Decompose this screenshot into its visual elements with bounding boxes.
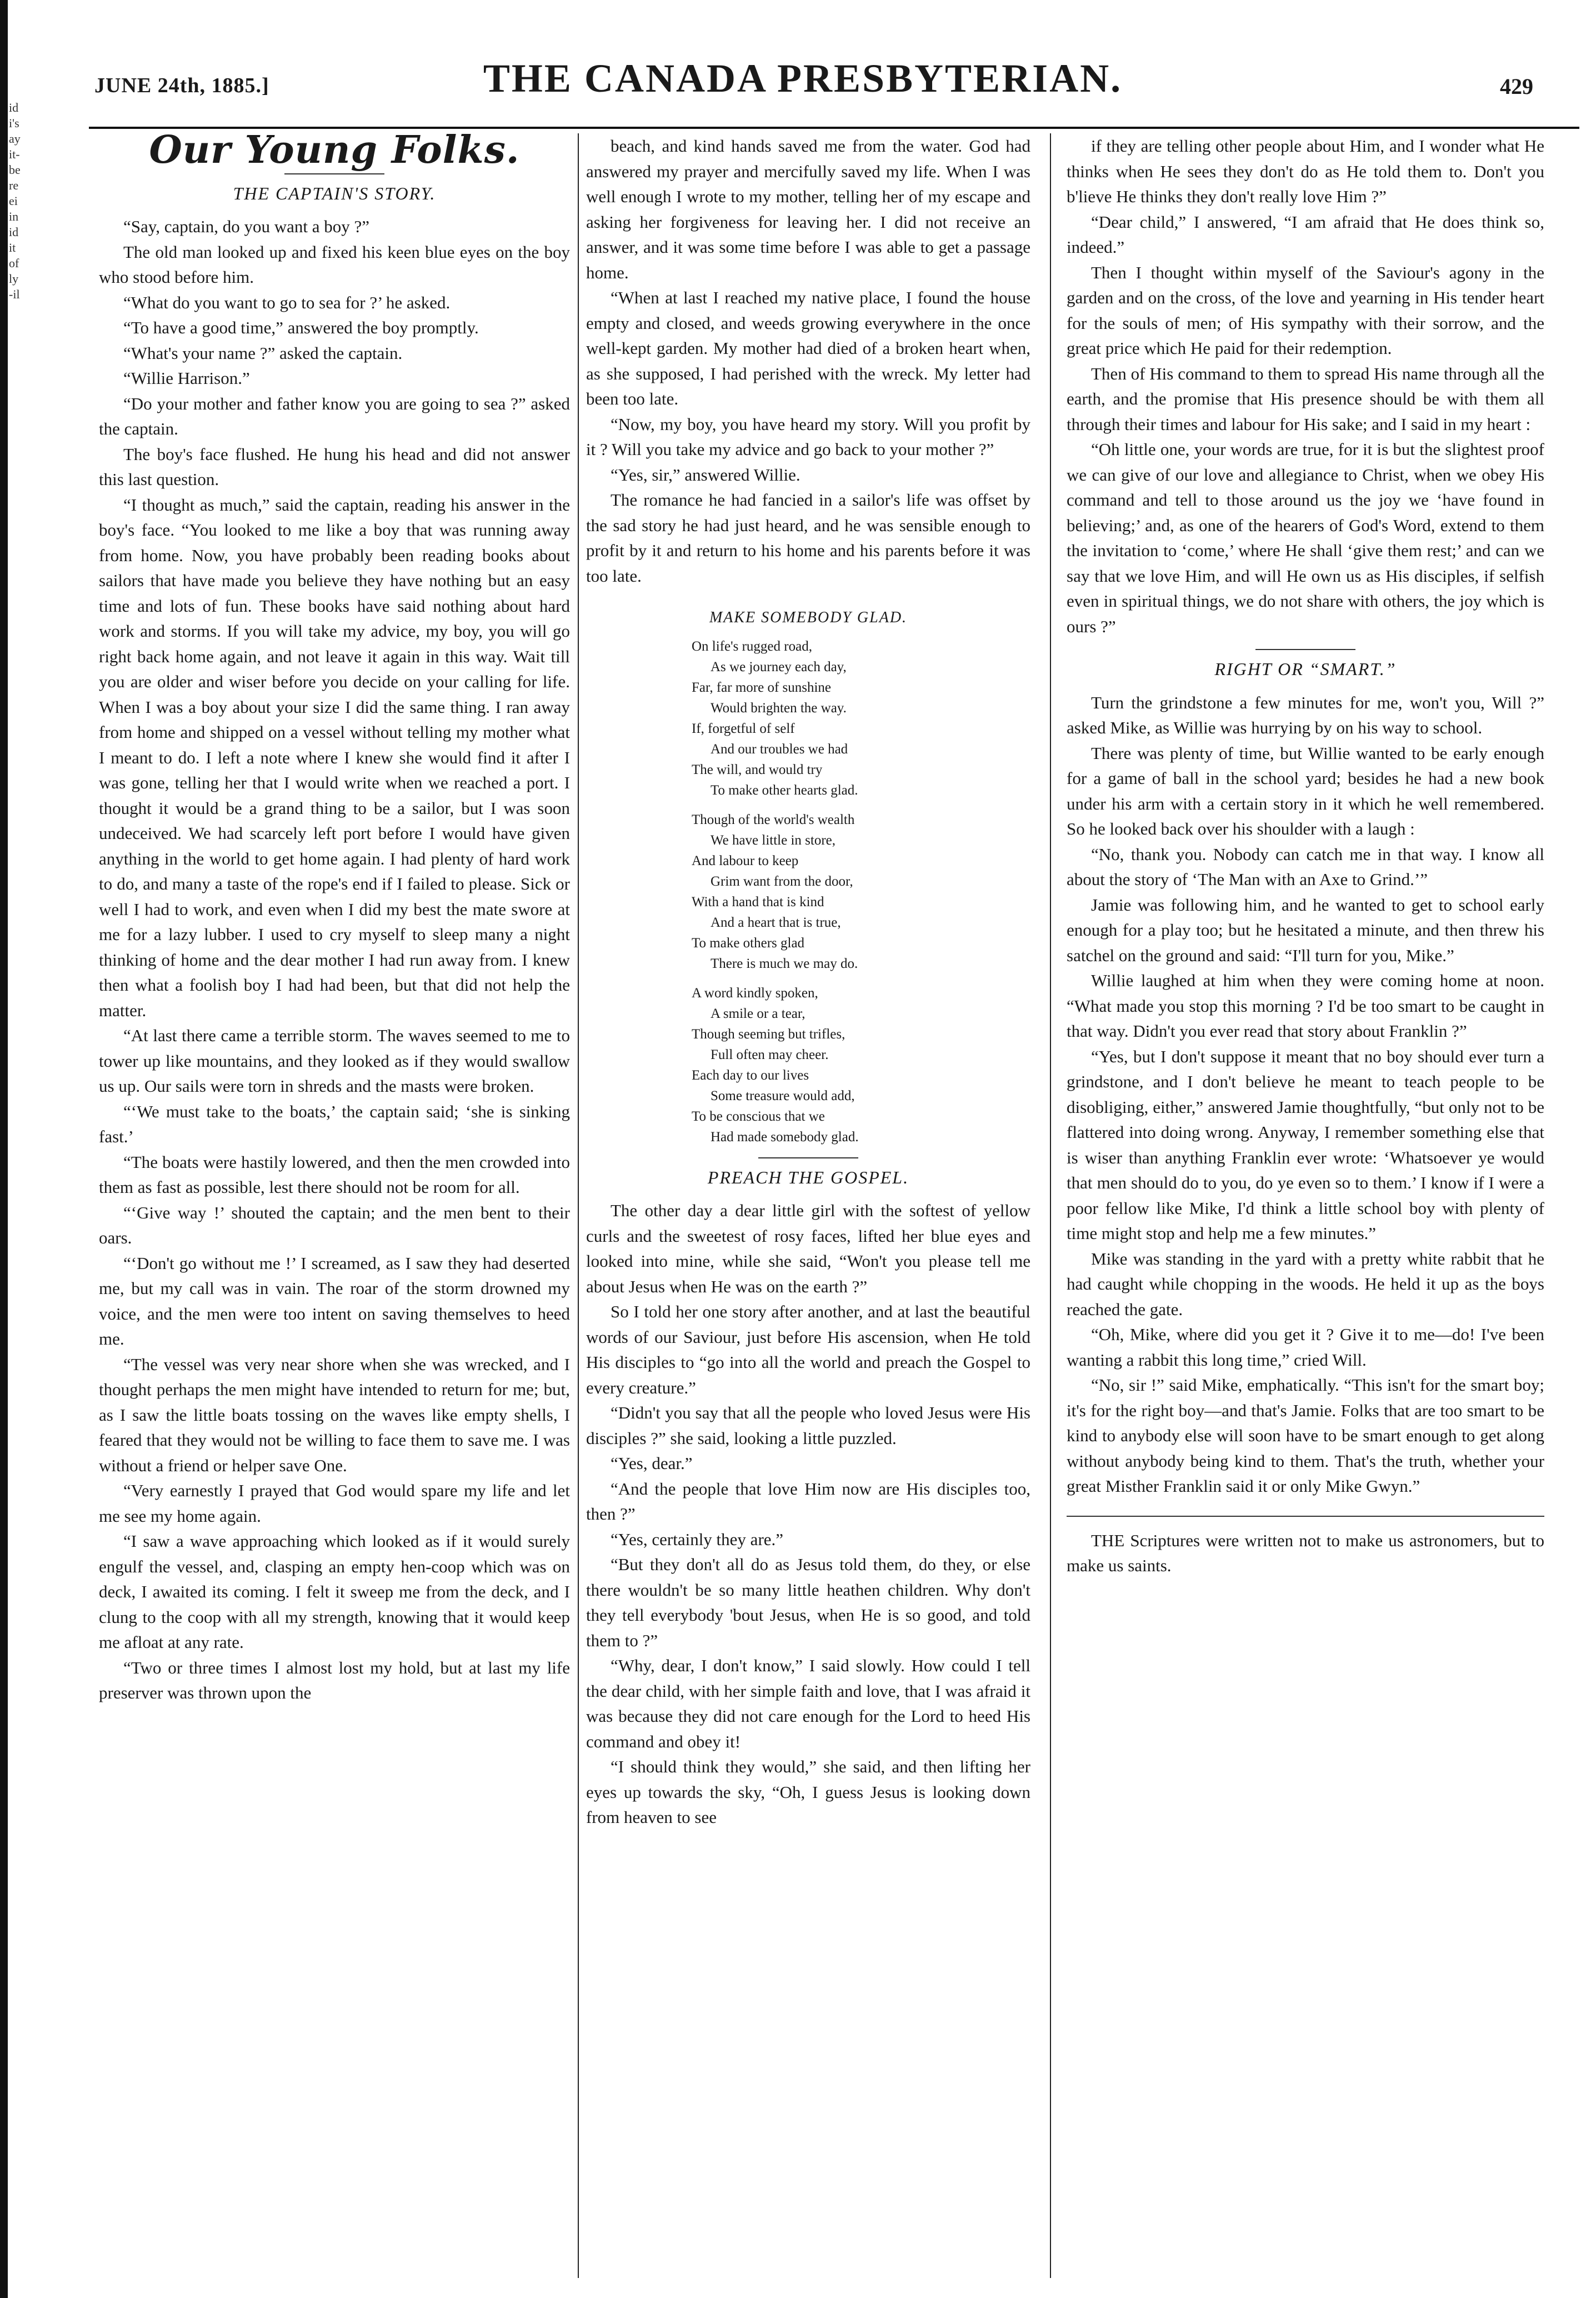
- margin-fragment: of: [9, 256, 19, 270]
- heading-rule: [284, 173, 384, 174]
- paragraph: Mike was standing in the yard with a pretty white rabbit that he had caught while chopping in the woods. He held it up as the boys reached the gate.: [1067, 1248, 1544, 1319]
- margin-fragment: ly: [9, 272, 19, 286]
- paragraph: Jamie was following him, and he wanted to get to school early enough for a play too; but he hesitated a minute, and then threw his satchel on the ground and said: “I'll turn for you, Mike.”: [1067, 895, 1544, 965]
- paragraph: “I thought as much,” said the captain, reading his answer in the boy's face. “You looked to me like a boy that was running away from home. Now, you have probably been reading books about sailors that have made you believe they have nothing but an easy time and lots of fun. These books have said nothing about hard work and storms. If you will take my advice, my boy, you will go right back home again, and not leave it again in this way. Wait till you are older and wiser before you decide on your calling for life. When I was a boy about your size I did the same thing. I ran away from home and shipped on a vessel without telling my mother what I meant to do. I left a note where I knew she would find it after I was gone, telling her that I would write when we reached a port. I thought it would be a grand thing to be a sailor, but I was soon undeceived. We had scarcely left port before I would have given anything in the world to get home again. I had plenty of hard work to do, and many a taste of the rope's end if I failed to please. Sick or well I had to work, and even when I did my best the mate swore at me for a lazy lubber. I used to cry myself to sleep many a night thinking of home and the dear mother I had run away from. I knew then what a foolish boy I had had been, but that did not help the matter.: [99, 494, 570, 1020]
- margin-fragments: [9, 100, 20, 302]
- paragraph: “The vessel was very near shore when she was wrecked, and I thought perhaps the men might have intended to return for me; but, as I saw the little boats tossing on the waves like empty shells, I feared that they would not be willing to face them to save me. I was without a friend or helper save One.: [99, 1354, 570, 1475]
- paragraph: “Why, dear, I don't know,” I said slowly. How could I tell the dear child, with her simple faith and love, that I was afraid it was because they did not care enough for the Lord to heed His command and obey it!: [586, 1656, 1030, 1751]
- paragraph: There was plenty of time, but Willie wanted to be early enough for a game of ball in the school yard; besides he had a new book under his arm with a certain story in it which he well remembered. So he looked back over his shoulder with a laugh :: [1067, 743, 1544, 838]
- paragraph: “But they don't all do as Jesus told them, do they, or else there wouldn't be so many little heathen children. Why don't they tell everybody 'bout Jesus, when He is so good, and told them to ?”: [586, 1555, 1030, 1650]
- poem-line: We have little in store,: [711, 832, 835, 848]
- article-continuation: [1067, 133, 1544, 639]
- margin-fragment: it: [9, 241, 16, 254]
- article-title: PREACH THE GOSPEL.: [707, 1167, 909, 1187]
- closing-note-text: THE Scriptures were written not to make us astronomers, but to make us saints.: [1067, 1530, 1544, 1575]
- binding-edge: [0, 0, 8, 2298]
- paragraph: “To have a good time,” answered the boy promptly.: [123, 318, 479, 337]
- paragraph: “Say, captain, do you want a boy ?”: [123, 217, 370, 236]
- column-divider: [1050, 133, 1051, 2278]
- paragraph: “No, sir !” said Mike, emphatically. “This isn't for the smart boy; it's for the right boy—and that's Jamie. Folks that are too smart to be kind to anybody else will soon have to be smart enough to get along without anybody being kind to them. That's the truth, whether your great Misther Franklin said it or only Mike Gwyn.”: [1067, 1375, 1544, 1496]
- column-2: [586, 133, 1030, 2278]
- issue-date: JUNE 24th, 1885.]: [94, 74, 269, 97]
- poem-line: The will, and would try: [692, 762, 823, 777]
- margin-fragment: it-: [9, 147, 20, 161]
- paragraph: “I should think they would,” she said, and then lifting her eyes up towards the sky, “Oh, I guess Jesus is looking down from heaven to see: [586, 1757, 1030, 1827]
- paragraph: The other day a dear little girl with the softest of yellow curls and the sweetest of rosy faces, lifted her blue eyes and looked into mine, while she said, “Won't you please tell me about Jesus when He was on the earth ?”: [586, 1201, 1030, 1296]
- article-title: RIGHT OR “SMART.”: [1214, 659, 1397, 679]
- poem-line: Full often may cheer.: [711, 1047, 829, 1062]
- paragraph: Then of His command to them to spread His name through all the earth, and the promise that His presence should be with them all through their times and labour for His sake; and I said in my heart :: [1067, 363, 1544, 434]
- poem-line: A word kindly spoken,: [692, 985, 818, 1001]
- paragraph: “Didn't you say that all the people who loved Jesus were His disciples ?” she said, looking a little puzzled.: [586, 1403, 1030, 1448]
- paragraph: The boy's face flushed. He hung his head and did not answer this last question.: [99, 444, 570, 489]
- paragraph: “Now, my boy, you have heard my story. Will you profit by it ? Will you take my advice and go back to your mother ?”: [586, 414, 1030, 459]
- story-continuation: [586, 133, 1030, 588]
- poem-line: A smile or a tear,: [711, 1006, 805, 1021]
- paragraph: beach, and kind hands saved me from the water. God had answered my prayer and mercifully saved my life. When I was well enough I wrote to my mother, telling her of my escape and asking her forgiveness for leaving her. I did not receive an answer, and it was some time before I was able to get a passage home.: [586, 136, 1030, 282]
- paragraph: “When at last I reached my native place, I found the house empty and closed, and weeds growing everywhere in the once well-kept garden. My mother had died of a broken heart when, as she supposed, I had perished with the wreck. My letter had been too late.: [586, 288, 1030, 408]
- paragraph: “Do your mother and father know you are going to sea ?” asked the captain.: [99, 393, 570, 438]
- paragraph: “Very earnestly I prayed that God would spare my life and let me see my home again.: [99, 1481, 570, 1526]
- margin-fragment: be: [9, 163, 21, 177]
- margin-fragment: in: [9, 209, 19, 223]
- poem-line: To make other hearts glad.: [711, 782, 858, 798]
- poem-line: There is much we may do.: [711, 956, 858, 971]
- header-rule: [89, 127, 1579, 129]
- paragraph: “Yes, dear.”: [611, 1453, 693, 1473]
- paragraph: “Willie Harrison.”: [123, 368, 250, 388]
- paragraph: Then I thought within myself of the Saviour's agony in the garden and on the cross, of the love and yearning in His tender heart for the souls of men; of His sympathy with their sorrow, and the great price which He paid for their redemption.: [1067, 262, 1544, 358]
- section-heading: Our Young Folks.: [149, 133, 520, 172]
- margin-fragment: id: [9, 225, 19, 239]
- paragraph: “Oh little one, your words are true, for it is but the slightest proof we can give of our love and allegiance to Christ, when we obey His command and tell to those around us the joy we ‘have found in believing;’ and, as one of the hearers of God's Word, extend to them the invitation to ‘come,’ where He shall ‘give them rest;’ and can we say that we love Him, and will He own us as His disciples, if selfish even in spiritual things, we do not share with others, the joy which is ours ?”: [1067, 439, 1544, 636]
- column-3: [1067, 133, 1544, 2278]
- poem-line: And labour to keep: [692, 853, 799, 868]
- paragraph: Turn the grindstone a few minutes for me, won't you, Will ?” asked Mike, as Willie was hurrying by on his way to school.: [1067, 692, 1544, 737]
- page-number: 429: [1500, 74, 1533, 99]
- article-body: [586, 1198, 1030, 1830]
- paragraph: “At last there came a terrible storm. The waves seemed to me to tower up like mountains, and they looked as if they would swallow us up. Our sails were torn in shreds and the masts were broken.: [99, 1026, 570, 1096]
- margin-fragment: ei: [9, 194, 18, 208]
- poem-line: Had made somebody glad.: [711, 1129, 859, 1145]
- paragraph: Willie laughed at him when they were coming home at noon. “What made you stop this morning ? I'd be too smart to be caught in that way. Didn't you ever read that story about Franklin ?”: [1067, 971, 1544, 1041]
- poem-line: Would brighten the way.: [711, 700, 847, 716]
- poem-line: As we journey each day,: [711, 659, 847, 675]
- margin-fragment: re: [9, 178, 19, 192]
- poem-stanza: [692, 810, 1030, 974]
- margin-fragment: i's: [9, 116, 19, 130]
- paragraph: “‘Give way !’ shouted the captain; and the men bent to their oars.: [99, 1202, 570, 1247]
- masthead: [50, 44, 1555, 128]
- poem-line: On life's rugged road,: [692, 638, 812, 654]
- paragraph: “The boats were hastily lowered, and then the men crowded into them as fast as possible, lest there should not be room for all.: [99, 1152, 570, 1197]
- poem-line: Though seeming but trifles,: [692, 1026, 845, 1042]
- paragraph: “Yes, sir,” answered Willie.: [611, 464, 800, 484]
- poem-line: And our troubles we had: [711, 741, 848, 757]
- paragraph: if they are telling other people about Him, and I wonder what He thinks when He sees they don't do as He told them to. Don't you b'lieve He thinks they don't really love Him ?”: [1067, 136, 1544, 206]
- poem: [692, 636, 1030, 1147]
- poem-line: If, forgetful of self: [692, 721, 795, 736]
- paragraph: “Dear child,” I answered, “I am afraid that He does think so, indeed.”: [1067, 212, 1544, 257]
- paragraph: The romance he had fancied in a sailor's life was offset by the sad story he had just heard, and he was sensible enough to profit by it and return to his home and his parents before it was too late.: [586, 490, 1030, 586]
- section-rule: [758, 1157, 858, 1158]
- column-divider: [578, 133, 579, 2278]
- paragraph: “‘We must take to the boats,’ the captain said; ‘she is sinking fast.’: [99, 1101, 570, 1146]
- paragraph: “Yes, but I don't suppose it meant that no boy should ever turn a grindstone, and I don't believe he meant to teach people to be disobliging, either,” answered Jamie thoughtfully, “but only not to be flattered into doing wrong. Anyway, I remember something else that is wiser than anything Franklin ever wrote: ‘Whatsoever ye would that men should do to you, do ye even so to them.’ I know if I were a poor fellow like Mike, I'd think a little school boy with plenty of time might stop and help me a few minutes.”: [1067, 1046, 1544, 1243]
- paragraph: “‘Don't go without me !’ I screamed, as I saw they had deserted me, but my call was in vain. The roar of the storm drowned my voice, and the men were too intent on saving themselves to heed me.: [99, 1253, 570, 1348]
- paragraph: “Two or three times I almost lost my hold, but at last my life preserver was thrown upon the: [99, 1657, 570, 1702]
- paragraph: “No, thank you. Nobody can catch me in that way. I know all about the story of ‘The Man with an Axe to Grind.’”: [1067, 844, 1544, 889]
- paragraph: The old man looked up and fixed his keen blue eyes on the boy who stood before him.: [99, 242, 570, 287]
- poem-line: Though of the world's wealth: [692, 812, 855, 827]
- closing-note: [1067, 1516, 1544, 1578]
- poem-line: Some treasure would add,: [711, 1088, 855, 1103]
- column-1: [99, 133, 570, 2278]
- paragraph: “What's your name ?” asked the captain.: [123, 343, 403, 363]
- poem-stanza: [692, 983, 1030, 1147]
- newspaper-title: THE CANADA PRESBYTERIAN.: [483, 56, 1123, 101]
- paragraph: So I told her one story after another, and at last the beautiful words of our Saviour, just before His ascension, when He told His disciples to “go into all the world and preach the Gospel to every creature.”: [586, 1302, 1030, 1397]
- poem-line: With a hand that is kind: [692, 894, 824, 910]
- article-body: [1067, 690, 1544, 1499]
- poem-line: To make others glad: [692, 935, 805, 951]
- poem-line: Far, far more of sunshine: [692, 680, 832, 695]
- paragraph: “Yes, certainly they are.”: [611, 1529, 784, 1549]
- story-title: THE CAPTAIN'S STORY.: [233, 183, 436, 203]
- paragraph: “Oh, Mike, where did you get it ? Give it to me—do! I've been wanting a rabbit this long time,” cried Will.: [1067, 1325, 1544, 1370]
- poem-line: To be conscious that we: [692, 1108, 825, 1124]
- section-rule: [1255, 649, 1355, 650]
- story-body: [99, 214, 570, 1706]
- margin-fragment: id: [9, 101, 19, 114]
- poem-line: Each day to our lives: [692, 1067, 809, 1083]
- poem-line: Grim want from the door,: [711, 873, 853, 889]
- margin-fragment: ay: [9, 132, 21, 146]
- poem-stanza: [692, 636, 1030, 801]
- poem-line: And a heart that is true,: [711, 915, 841, 930]
- poem-title: MAKE SOMEBODY GLAD.: [709, 609, 908, 626]
- paragraph: “I saw a wave approaching which looked as if it would surely engulf the vessel, and, clasping an empty hen-coop which was on deck, I awaited its coming. I felt it sweep me from the deck, and I clung to the coop with all my strength, knowing that it would keep me afloat at any rate.: [99, 1531, 570, 1652]
- paragraph: “And the people that love Him now are His disciples too, then ?”: [586, 1478, 1030, 1523]
- paragraph: “What do you want to go to sea for ?’ he asked.: [123, 292, 451, 312]
- margin-fragment: -il: [9, 287, 20, 301]
